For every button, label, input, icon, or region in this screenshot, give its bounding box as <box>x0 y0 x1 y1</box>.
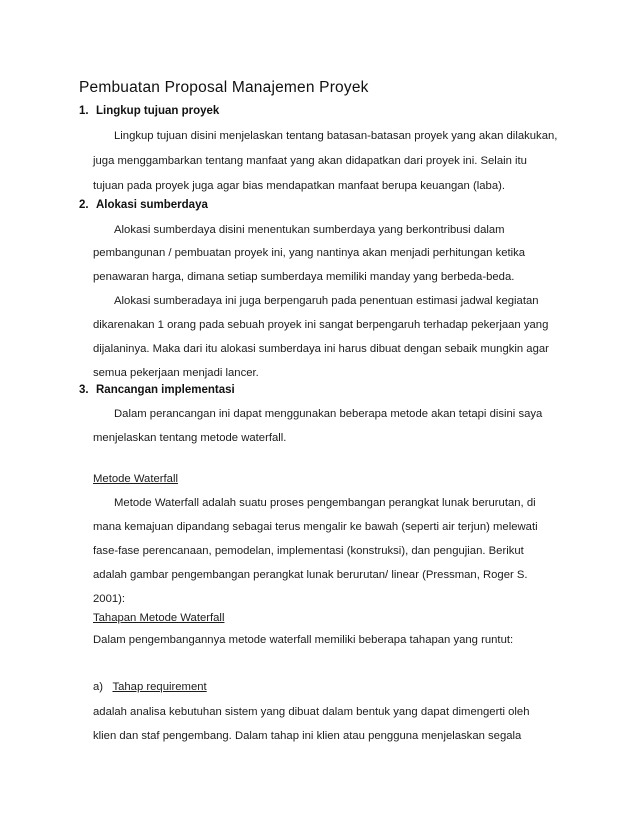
section-1-heading <box>79 105 219 117</box>
page-title: Pembuatan Proposal Manajemen Proyek <box>79 79 369 96</box>
paragraph-line: dijalaninya. Maka dari itu alokasi sumberdaya ini harus dibuat dengan sebaik mungkin agar <box>93 343 549 355</box>
paragraph-line: adalah analisa kebutuhan sistem yang dibuat dalam bentuk yang dapat dimengerti oleh <box>93 706 530 718</box>
section-2-heading <box>79 199 208 211</box>
list-item-title: Tahap requirement <box>112 681 207 693</box>
list-item-a <box>93 681 207 693</box>
paragraph-line: Alokasi sumberadaya ini juga berpengaruh pada penentuan estimasi jadwal kegiatan <box>114 295 539 307</box>
paragraph-line: Lingkup tujuan disini menjelaskan tentang batasan-batasan proyek yang akan dilakukan, <box>114 130 558 142</box>
section-title: Alokasi sumberdaya <box>96 199 208 211</box>
section-number: 3. <box>79 384 89 396</box>
paragraph-line: klien dan staf pengembang. Dalam tahap ini klien atau pengguna menjelaskan segala <box>93 730 522 742</box>
paragraph-line: adalah gambar pengembangan perangkat lunak berurutan/ linear (Pressman, Roger S. <box>93 569 528 581</box>
paragraph-line: semua pekerjaan menjadi lancer. <box>93 367 259 379</box>
paragraph-line: juga menggambarkan tentang manfaat yang akan didapatkan dari proyek ini. Selain itu <box>93 155 527 167</box>
stages-intro: Dalam pengembangannya metode waterfall memiliki beberapa tahapan yang runtut: <box>93 634 514 646</box>
section-3-heading <box>79 384 235 396</box>
section-number: 1. <box>79 105 89 117</box>
paragraph-line: pembangunan / pembuatan proyek ini, yang nantinya akan menjadi perhitungan ketika <box>93 247 526 259</box>
section-title: Lingkup tujuan proyek <box>96 105 220 117</box>
paragraph-line: penawaran harga, dimana setiap sumberdaya memiliki manday yang berbeda-beda. <box>93 271 515 283</box>
paragraph-line: Alokasi sumberdaya disini menentukan sumberdaya yang berkontribusi dalam <box>114 224 505 236</box>
paragraph-line: Metode Waterfall adalah suatu proses pengembangan perangkat lunak berurutan, di <box>114 497 536 509</box>
paragraph-line: fase-fase perencanaan, pemodelan, implementasi (konstruksi), dan pengujian. Berikut <box>93 545 524 557</box>
paragraph-line: mana kemajuan dipandang sebagai terus mengalir ke bawah (seperti air terjun) melewati <box>93 521 538 533</box>
paragraph-line: 2001): <box>93 593 126 605</box>
paragraph-line: Dalam perancangan ini dapat menggunakan beberapa metode akan tetapi disini saya <box>114 408 543 420</box>
waterfall-subheading: Metode Waterfall <box>93 473 178 485</box>
section-number: 2. <box>79 199 89 211</box>
stages-heading: Tahapan Metode Waterfall <box>93 612 225 624</box>
section-title: Rancangan implementasi <box>96 384 235 396</box>
paragraph-line: menjelaskan tentang metode waterfall. <box>93 432 287 444</box>
paragraph-line: dikarenakan 1 orang pada sebuah proyek ini sangat berpengaruh terhadap pekerjaan yang <box>93 319 549 331</box>
paragraph-line: tujuan pada proyek juga agar bias mendapatkan manfaat berupa keuangan (laba). <box>93 180 505 192</box>
list-item-label: a) <box>93 681 104 693</box>
